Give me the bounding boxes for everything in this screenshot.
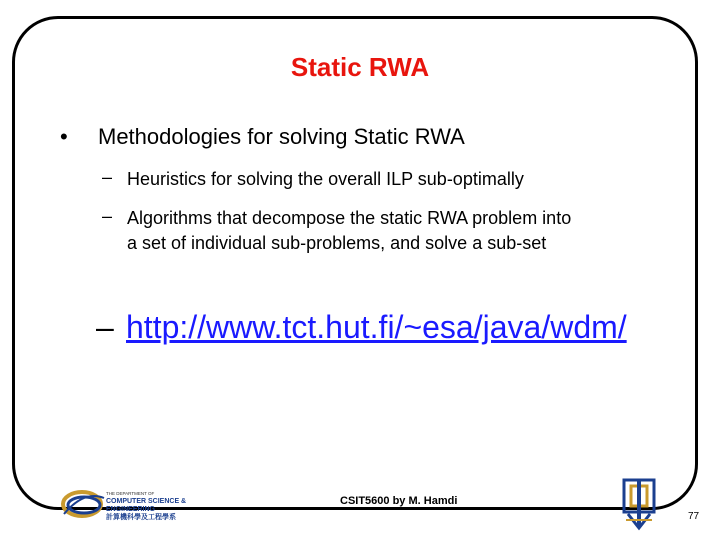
department-logo-icon <box>60 484 230 524</box>
page-number: 77 <box>688 511 700 522</box>
bullet-text: Methodologies for solving Static RWA <box>98 124 465 149</box>
logo-lead-text: THE DEPARTMENT OF <box>106 491 155 496</box>
sub-bullet-dash: – <box>102 206 113 226</box>
url-link[interactable]: http://www.tct.hut.fi/~esa/java/wdm/ <box>126 309 627 345</box>
sub-bullet-text-line2: a set of individual sub-problems, and solve a sub-set <box>127 233 547 253</box>
sub-bullet-dash: – <box>102 167 113 187</box>
logo-line3: 計算機科學及工程學系 <box>106 514 176 521</box>
sub-bullet-text: Heuristics for solving the overall ILP sub-optimally <box>127 169 524 189</box>
slide-title: Static RWA <box>290 52 430 82</box>
link-dash: – <box>96 309 114 345</box>
logo-text-block <box>106 490 186 522</box>
hkust-logo-icon <box>618 476 666 532</box>
logo-line2: ENGINEERING <box>106 506 156 513</box>
slide-frame <box>12 16 698 510</box>
logo-swoosh-icon <box>60 484 108 524</box>
logo-line1: COMPUTER SCIENCE & <box>106 498 187 505</box>
bullet-marker: • <box>60 124 68 149</box>
sub-bullet-text-line1: Algorithms that decompose the static RWA problem into <box>127 208 572 228</box>
course-footer: CSIT5600 by M. Hamdi <box>340 495 458 507</box>
